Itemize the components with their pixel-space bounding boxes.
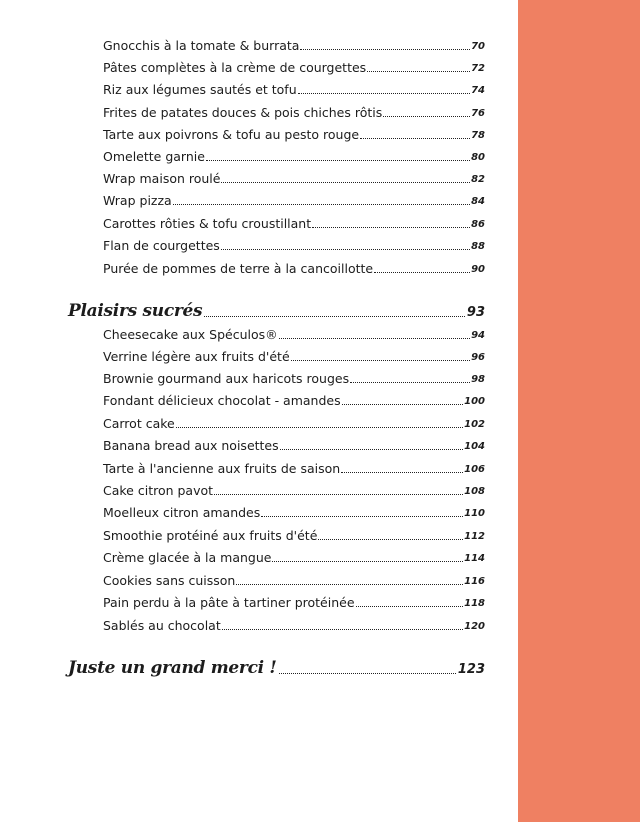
toc-entry[interactable] [103, 571, 485, 589]
toc-entry[interactable] [103, 236, 485, 254]
toc-entry[interactable] [103, 36, 485, 54]
toc-entry-page: 86 [471, 219, 485, 230]
toc-entry[interactable] [103, 436, 485, 454]
dot-leader [318, 539, 463, 540]
toc-entry-page: 72 [471, 63, 485, 74]
dot-leader [341, 472, 463, 473]
toc-entry-title: Cookies sans cuisson [103, 573, 236, 588]
toc-entry-title: Crème glacée à la mangue [103, 550, 272, 565]
toc-entry-title: Flan de courgettes [103, 238, 220, 253]
toc-entry-page: 74 [471, 85, 485, 96]
dot-leader [279, 673, 456, 674]
toc-entry-page: 104 [464, 441, 485, 452]
toc-entry-page: 78 [471, 130, 485, 141]
toc-entry-title: Fondant délicieux chocolat - amandes [103, 393, 341, 408]
toc-entry-page: 88 [471, 241, 485, 252]
toc-entry-page: 100 [464, 396, 485, 407]
toc-entry[interactable] [103, 414, 485, 432]
section-title: Juste un grand merci ! [68, 658, 277, 678]
toc-entry[interactable] [103, 459, 485, 477]
toc-entry-title: Riz aux légumes sautés et tofu [103, 82, 297, 97]
dot-leader [298, 93, 470, 94]
toc-entry-page: 84 [471, 196, 485, 207]
section-page: 123 [457, 662, 485, 677]
dot-leader [222, 629, 463, 630]
toc-entry-title: Pâtes complètes à la crème de courgettes [103, 60, 367, 75]
toc-entry[interactable] [103, 103, 485, 121]
decorative-side-band [518, 0, 640, 822]
dot-leader [374, 272, 470, 273]
dot-leader [350, 382, 470, 383]
toc-entry-page: 90 [471, 264, 485, 275]
toc-entry[interactable] [103, 147, 485, 165]
toc-entry-title: Smoothie protéiné aux fruits d'été [103, 528, 318, 543]
toc-entry-title: Carottes rôties & tofu croustillant [103, 216, 312, 231]
toc-entry-page: 114 [464, 553, 485, 564]
toc-entry-page: 112 [464, 531, 485, 542]
toc-entry-title: Cake citron pavot [103, 483, 214, 498]
toc-entry-title: Omelette garnie [103, 149, 205, 164]
toc-entry[interactable] [103, 503, 485, 521]
toc-entry-title: Sablés au chocolat [103, 618, 221, 633]
dot-leader [173, 204, 470, 205]
toc-entry[interactable] [103, 214, 485, 232]
toc-entry[interactable] [103, 526, 485, 544]
toc-entry[interactable] [103, 58, 485, 76]
toc-entry-title: Gnocchis à la tomate & burrata [103, 38, 300, 53]
toc-entry[interactable] [103, 481, 485, 499]
toc-entry[interactable] [103, 391, 485, 409]
dot-leader [280, 449, 463, 450]
dot-leader [272, 561, 463, 562]
toc-entry-title: Banana bread aux noisettes [103, 438, 279, 453]
dot-leader [206, 160, 470, 161]
dot-leader [279, 338, 470, 339]
toc-entry-title: Purée de pommes de terre à la cancoillotte [103, 261, 374, 276]
toc-entry[interactable] [103, 169, 485, 187]
toc-entry-title: Frites de patates douces & pois chiches rôtis [103, 105, 383, 120]
dot-leader [204, 316, 465, 317]
toc-section-thanks[interactable] [68, 655, 485, 679]
toc-entry-page: 102 [464, 419, 485, 430]
dot-leader [356, 606, 464, 607]
toc-entry-page: 118 [464, 598, 485, 609]
dot-leader [383, 116, 470, 117]
toc-entry[interactable] [103, 369, 485, 387]
toc-entry-title: Pain perdu à la pâte à tartiner protéinée [103, 595, 355, 610]
toc-entry[interactable] [103, 259, 485, 277]
toc-entry-title: Wrap pizza [103, 193, 172, 208]
toc-entry[interactable] [103, 80, 485, 98]
dot-leader [261, 516, 463, 517]
dot-leader [214, 494, 463, 495]
dot-leader [312, 227, 470, 228]
toc-entry-title: Cheesecake aux Spéculos® [103, 327, 278, 342]
toc-entry-title: Verrine légère aux fruits d'été [103, 349, 290, 364]
toc-entry-page: 116 [464, 576, 485, 587]
toc-entry[interactable] [103, 593, 485, 611]
toc-entry-title: Tarte à l'ancienne aux fruits de saison [103, 461, 341, 476]
toc-entry-title: Wrap maison roulé [103, 171, 221, 186]
toc-entry-title: Tarte aux poivrons & tofu au pesto rouge [103, 127, 360, 142]
toc-entry-page: 82 [471, 174, 485, 185]
dot-leader [367, 71, 470, 72]
toc-entry-page: 108 [464, 486, 485, 497]
toc-entry-page: 76 [471, 108, 485, 119]
toc-entry-page: 106 [464, 464, 485, 475]
toc-entry[interactable] [103, 616, 485, 634]
toc-entry-page: 98 [471, 374, 485, 385]
dot-leader [300, 49, 470, 50]
toc-section-sweets[interactable] [68, 298, 485, 322]
toc-entry-page: 94 [471, 330, 485, 341]
toc-entry[interactable] [103, 191, 485, 209]
dot-leader [291, 360, 470, 361]
toc-entry-page: 80 [471, 152, 485, 163]
toc-entry-page: 70 [471, 41, 485, 52]
toc-entry[interactable] [103, 125, 485, 143]
dot-leader [221, 182, 470, 183]
toc-entry-page: 120 [464, 621, 485, 632]
toc-entry-page: 110 [464, 508, 485, 519]
dot-leader [360, 138, 470, 139]
dot-leader [176, 427, 463, 428]
toc-entry[interactable] [103, 347, 485, 365]
dot-leader [236, 584, 463, 585]
toc-entry[interactable] [103, 548, 485, 566]
dot-leader [221, 249, 470, 250]
toc-entry-title: Moelleux citron amandes [103, 505, 261, 520]
toc-entry[interactable] [103, 325, 485, 343]
section-title: Plaisirs sucrés [68, 301, 203, 321]
toc-entry-title: Brownie gourmand aux haricots rouges [103, 371, 350, 386]
toc-entry-title: Carrot cake [103, 416, 175, 431]
toc-entry-page: 96 [471, 352, 485, 363]
section-page: 93 [466, 305, 485, 320]
dot-leader [342, 404, 464, 405]
